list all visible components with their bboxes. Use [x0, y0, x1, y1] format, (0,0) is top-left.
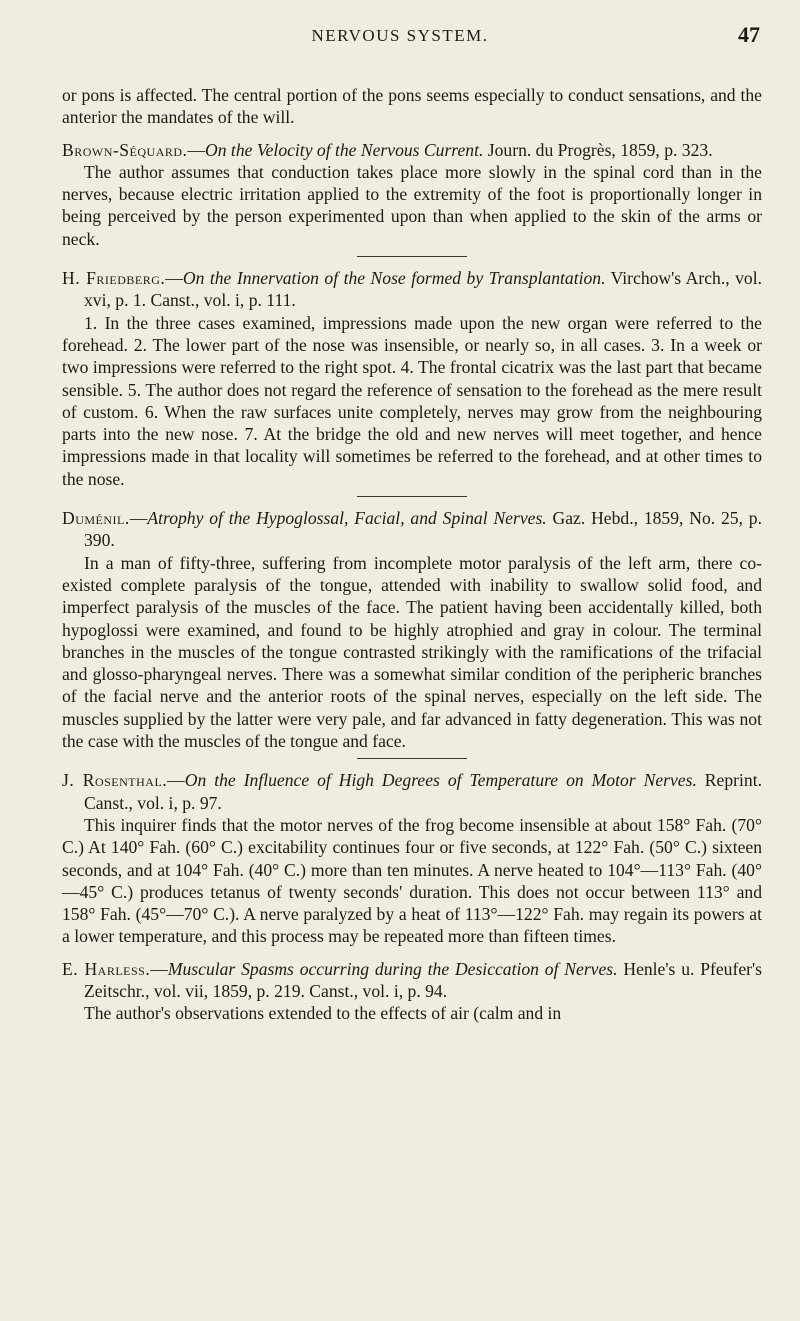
- entry-author: Duménil.: [62, 508, 130, 529]
- entry-title: Muscular Spasms occurring during the Desiccation of Nerves.: [167, 958, 618, 979]
- running-head: NERVOUS SYSTEM.: [311, 26, 489, 45]
- entry-paragraph: The author's observations extended to the effects of air (calm and in: [84, 1003, 562, 1024]
- entry-title: On the Velocity of the Nervous Current.: [205, 139, 484, 160]
- entry-source: Henle's u. Pfeufer's Zeitschr., vol. vii, 1859, p. 219. Canst., vol. i, p. 94.: [84, 958, 763, 1001]
- entry-paragraph: The author assumes that conduction takes place more slowly in the spinal cord than in the nerves, because electric irritation applied to the extremity of the foot is proportionally longer in being perceived by the person experimented upon than when applied to the skin of the arms or neck.: [62, 161, 762, 249]
- entry-source: Virchow's Arch., vol. xvi, p. 1. Canst., vol. i, p. 111.: [84, 268, 762, 311]
- entry-author: H. Friedberg.: [62, 268, 166, 289]
- entry-title: On the Influence of High Degrees of Temperature on Motor Nerves.: [184, 770, 697, 791]
- section-divider: [357, 758, 467, 759]
- citation: E. Harless.—Muscular Spasms occurring during the Desiccation of Nerves. Henle's u. Pfeufer's Zeitschr., vol. vii, 1859, p. 219. Canst., vol. i, p. 94.: [62, 958, 763, 1001]
- entry-title: Atrophy of the Hypoglossal, Facial, and Spinal Nerves.: [147, 508, 547, 529]
- entry-author: Brown-Séquard.: [62, 139, 188, 160]
- entry-title: On the Innervation of the Nose formed by Transplantation.: [182, 268, 606, 289]
- citation: Duménil.—Atrophy of the Hypoglossal, Facial, and Spinal Nerves. Gaz. Hebd., 1859, No. 25, p. 390.: [62, 508, 762, 551]
- entry-rosenthal: [62, 769, 762, 947]
- page-number: 47: [738, 22, 760, 47]
- entry-brown-sequard: [62, 139, 762, 250]
- citation: J. Rosenthal.—On the Influence of High Degrees of Temperature on Motor Nerves. Reprint. Canst., vol. i, p. 97.: [62, 770, 762, 813]
- page-body: [62, 84, 762, 1025]
- continuation-paragraph: or pons is affected. The central portion of the pons seems especially to conduct sensations, and the anterior the mandates of the will.: [62, 85, 762, 128]
- page-header: [0, 22, 800, 50]
- entry-dumenil: [62, 507, 762, 752]
- citation: Brown-Séquard.—On the Velocity of the Nervous Current. Journ. du Progrès, 1859, p. 323.: [62, 139, 713, 160]
- entry-author: E. Harless.: [62, 958, 151, 979]
- section-divider: [357, 256, 467, 257]
- entry-paragraph: In a man of fifty-three, suffering from incomplete motor paralysis of the left arm, there co-existed complete paralysis of the tongue, attended with inability to swallow solid food, and imperfect paralysis of the muscles of the face. The patient having been accidentally killed, both hypoglossi were examined, and found to be highly atrophied and gray in colour. The terminal branches in the muscles of the tongue contrasted strikingly with the ramifications of the trifacial and glosso-pharyngeal nerves. There was a somewhat similar condition of the peripheric branches of the facial nerve and the anterior roots of the spinal nerves, especially on the left side. The muscles supplied by the latter were very pale, and far advanced in fatty degeneration. This was not the case with the muscles of the tongue and face.: [62, 552, 762, 752]
- entry-paragraph: 1. In the three cases examined, impressions made upon the new organ were referred to the forehead. 2. The lower part of the nose was insensible, or nearly so, in all cases. 3. In a week or two impressions were referred to the right spot. 4. The frontal cicatrix was the last part that became sensible. 5. The author does not regard the reference of sensation to the forehead as the mere result of custom. 6. When the raw surfaces unite completely, nerves may grow from the neighbouring parts into the new nose. 7. At the bridge the old and new nerves will meet together, and hence impressions made in that locality will sometimes be referred to the forehead, and at other times to the nose.: [62, 312, 762, 489]
- section-divider: [357, 496, 467, 497]
- entry-author: J. Rosenthal.: [62, 770, 168, 791]
- entry-paragraph: This inquirer finds that the motor nerves of the frog become insensible at about 158° Fah. (70° C.) At 140° Fah. (60° C.) excitability continues four or five seconds, at 122° Fah. (50° C.) sixteen seconds, and at 104° Fah. (40° C.) more than ten minutes. A nerve heated to 104°—113° Fah. (40°—45° C.) produces tetanus of twenty seconds' duration. This does not occur between 113° and 158° Fah. (45°—70° C.). A nerve paralyzed by a heat of 113°—122° Fah. may regain its powers at a lower temperature, and this process may be repeated more than fifteen times.: [62, 814, 762, 947]
- entry-friedberg: [62, 267, 762, 490]
- entry-source: Gaz. Hebd., 1859, No. 25, p. 390.: [84, 508, 762, 551]
- citation: H. Friedberg.—On the Innervation of the Nose formed by Transplantation. Virchow's Arch., vol. xvi, p. 1. Canst., vol. i, p. 111.: [62, 268, 762, 311]
- entry-source: Reprint. Canst., vol. i, p. 97.: [84, 770, 762, 813]
- entry-harless: [62, 958, 762, 1025]
- entry-source: Journ. du Progrès, 1859, p. 323.: [483, 139, 713, 160]
